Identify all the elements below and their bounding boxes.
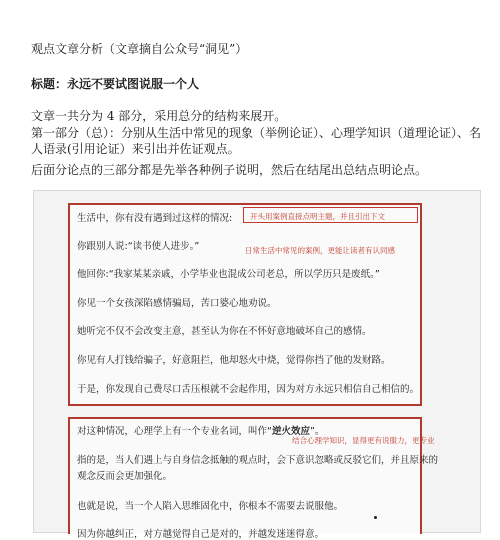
paragraph: 你跟别人说:“读书使人进步。” <box>77 241 200 252</box>
doc-line-parts-rest: 后面分论点的三部分都是先举各种例子说明，然后在结尾出总结点明论点。 <box>31 163 428 177</box>
paragraph-text: 对这种情况，心理学上有一个专业名词，叫作“ <box>77 426 272 437</box>
doc-title: 标题：永远不要试图说服一个人 <box>31 77 200 91</box>
paragraph: 你见一个女孩深陷感情骗局，苦口婆心地劝说。 <box>77 298 277 309</box>
paragraph: 她听完不仅不会改变主意，甚至认为你在不怀好意地破坏自己的感情。 <box>77 326 372 337</box>
paragraph: 观念反而会更加强化。 <box>77 471 173 482</box>
paragraph: 他回你:“我家某某亲戚，小学毕业也混成公司老总，所以学历只是废纸。” <box>77 269 380 280</box>
doc-line-source: 观点文章分析（文章摘自公众号“洞见”） <box>31 42 248 56</box>
paragraph: 因为你越纠正，对方越觉得自己是对的，并越发迷迷得意。 <box>77 529 325 540</box>
annotation-note: 日常生活中常见的案例，更能让读者有认同感 <box>245 246 395 255</box>
highlight-term: 逆火效应 <box>271 426 310 437</box>
doc-line-structure: 文章一共分为 4 部分，采用总分的结构来展开。 <box>31 109 287 123</box>
article-screenshot <box>33 190 481 540</box>
cursor-dot <box>374 516 377 519</box>
paragraph: 指的是，当人们遇上与自身信念抵触的观点时，会下意识忽略或反驳它们，并且原来的 <box>77 455 439 466</box>
paragraph: 也就是说，当一个人陷入思维固化中，你根本不需要去说服他。 <box>77 501 344 512</box>
paragraph: 于是，你发现自己费尽口舌压根就不会起作用，因为对方永远只相信自己相信的。 <box>77 384 420 395</box>
psychology-section-box <box>68 417 439 540</box>
annotation-note: 开头用案例直接点明主题，并且引出下文 <box>250 212 385 221</box>
annotation-note: 结合心理学知识，显得更有说服力，更专业 <box>292 436 435 445</box>
paragraph-text: ”。 <box>309 426 325 437</box>
paragraph: 生活中，你有没有遇到过这样的情况: <box>77 213 233 224</box>
example-section-box <box>68 203 422 406</box>
doc-line-part1: 第一部分（总）：分别从生活中常见的现象（举例论证）、心理学知识（道理论证）、名人语录(引用论证）来引出并佐证观点。 <box>31 126 482 156</box>
paragraph <box>77 423 324 437</box>
paragraph: 你见有人打钱给骗子，好意阻拦，他却怒火中烧，觉得你挡了他的发财路。 <box>77 355 391 366</box>
